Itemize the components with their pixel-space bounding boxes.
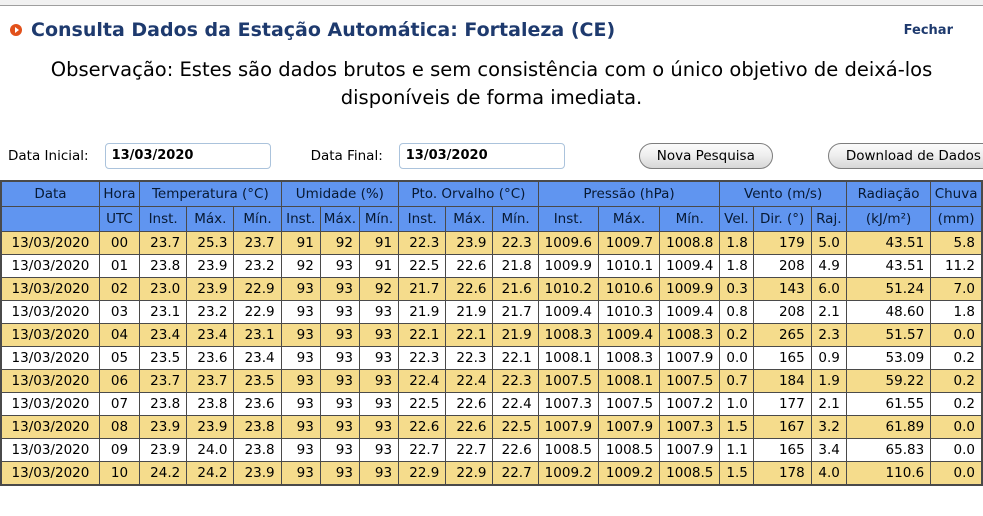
cell: 0.3 bbox=[720, 277, 753, 300]
cell: 0.0 bbox=[931, 461, 982, 485]
cell: 08 bbox=[99, 415, 139, 438]
cell: 22.3 bbox=[399, 346, 446, 369]
cell: 1009.9 bbox=[660, 277, 720, 300]
cell: 1.8 bbox=[931, 300, 982, 323]
cell: 22.9 bbox=[234, 300, 281, 323]
cell: 13/03/2020 bbox=[1, 392, 99, 415]
cell: 93 bbox=[359, 392, 398, 415]
cell: 22.6 bbox=[399, 415, 446, 438]
cell: 1007.5 bbox=[598, 392, 659, 415]
cell: 184 bbox=[753, 369, 811, 392]
cell: 22.6 bbox=[446, 392, 493, 415]
sub-header-vel: Vel. bbox=[720, 206, 753, 231]
cell: 23.8 bbox=[140, 254, 187, 277]
cell: 06 bbox=[99, 369, 139, 392]
cell: 4.9 bbox=[811, 254, 846, 277]
cell: 59.22 bbox=[846, 369, 930, 392]
cell: 23.5 bbox=[140, 346, 187, 369]
table-row bbox=[1, 415, 982, 438]
sub-header-orv-inst: Inst. bbox=[399, 206, 446, 231]
sub-header-orv-min: Mín. bbox=[493, 206, 538, 231]
cell: 23.7 bbox=[187, 369, 234, 392]
table-row bbox=[1, 300, 982, 323]
cell: 22.3 bbox=[446, 346, 493, 369]
cell: 23.9 bbox=[140, 438, 187, 461]
cell: 23.8 bbox=[187, 392, 234, 415]
column-header-radiacao: Radiação bbox=[846, 181, 930, 207]
cell: 22.4 bbox=[399, 369, 446, 392]
cell: 23.6 bbox=[234, 392, 281, 415]
sub-header-temp-min: Mín. bbox=[234, 206, 281, 231]
cell: 22.7 bbox=[446, 438, 493, 461]
cell: 51.57 bbox=[846, 323, 930, 346]
cell: 53.09 bbox=[846, 346, 930, 369]
cell: 0.9 bbox=[811, 346, 846, 369]
cell: 0.2 bbox=[931, 392, 982, 415]
cell: 1010.1 bbox=[598, 254, 659, 277]
cell: 1009.4 bbox=[598, 323, 659, 346]
query-form bbox=[8, 143, 983, 169]
start-date-input[interactable] bbox=[105, 143, 271, 169]
cell: 02 bbox=[99, 277, 139, 300]
cell: 22.7 bbox=[399, 438, 446, 461]
cell: 13/03/2020 bbox=[1, 369, 99, 392]
cell: 22.6 bbox=[493, 438, 538, 461]
cell: 48.60 bbox=[846, 300, 930, 323]
cell: 22.6 bbox=[446, 254, 493, 277]
end-date-label: Data Final: bbox=[310, 147, 383, 164]
cell: 0.0 bbox=[931, 415, 982, 438]
cell: 1009.9 bbox=[538, 254, 598, 277]
cell: 05 bbox=[99, 346, 139, 369]
cell: 1009.2 bbox=[538, 461, 598, 485]
cell: 1007.9 bbox=[660, 438, 720, 461]
cell: 93 bbox=[320, 438, 359, 461]
cell: 04 bbox=[99, 323, 139, 346]
page-title: Consulta Dados da Estação Automática: Fortaleza (CE) bbox=[31, 19, 616, 41]
cell: 22.1 bbox=[493, 346, 538, 369]
cell: 179 bbox=[753, 231, 811, 254]
cell: 93 bbox=[320, 346, 359, 369]
cell: 22.3 bbox=[399, 231, 446, 254]
cell: 1008.3 bbox=[660, 323, 720, 346]
cell: 1008.5 bbox=[598, 438, 659, 461]
cell: 143 bbox=[753, 277, 811, 300]
cell: 22.3 bbox=[493, 231, 538, 254]
cell: 23.4 bbox=[140, 323, 187, 346]
cell: 0.7 bbox=[720, 369, 753, 392]
column-header-hora: Hora bbox=[99, 181, 139, 207]
cell: 13/03/2020 bbox=[1, 323, 99, 346]
column-header-orvalho: Pto. Orvalho (°C) bbox=[399, 181, 539, 207]
cell: 1010.3 bbox=[598, 300, 659, 323]
cell: 93 bbox=[320, 461, 359, 485]
cell: 93 bbox=[281, 392, 320, 415]
cell: 23.9 bbox=[140, 415, 187, 438]
cell: 23.9 bbox=[234, 461, 281, 485]
cell: 1009.2 bbox=[598, 461, 659, 485]
cell: 91 bbox=[281, 231, 320, 254]
cell: 23.5 bbox=[234, 369, 281, 392]
cell: 93 bbox=[320, 300, 359, 323]
cell: 23.7 bbox=[234, 231, 281, 254]
download-button[interactable]: Download de Dados bbox=[828, 143, 983, 169]
sub-header-dir: Dir. (°) bbox=[753, 206, 811, 231]
cell: 5.8 bbox=[931, 231, 982, 254]
cell: 93 bbox=[281, 415, 320, 438]
cell: 22.4 bbox=[446, 369, 493, 392]
cell: 23.4 bbox=[187, 323, 234, 346]
cell: 1.9 bbox=[811, 369, 846, 392]
start-date-label: Data Inicial: bbox=[8, 147, 89, 164]
cell: 51.24 bbox=[846, 277, 930, 300]
cell: 1009.6 bbox=[538, 231, 598, 254]
cell: 61.55 bbox=[846, 392, 930, 415]
cell: 61.89 bbox=[846, 415, 930, 438]
cell: 23.1 bbox=[140, 300, 187, 323]
cell: 0.2 bbox=[931, 369, 982, 392]
cell: 1009.7 bbox=[598, 231, 659, 254]
cell: 1007.3 bbox=[538, 392, 598, 415]
cell: 1009.4 bbox=[660, 254, 720, 277]
cell: 22.7 bbox=[493, 461, 538, 485]
cell: 23.9 bbox=[187, 415, 234, 438]
cell: 13/03/2020 bbox=[1, 438, 99, 461]
cell: 1009.4 bbox=[538, 300, 598, 323]
cell: 93 bbox=[320, 369, 359, 392]
cell: 22.4 bbox=[493, 392, 538, 415]
cell: 93 bbox=[281, 369, 320, 392]
sub-header-press-max: Máx. bbox=[598, 206, 659, 231]
cell: 6.0 bbox=[811, 277, 846, 300]
cell: 92 bbox=[359, 277, 398, 300]
column-header-pressao: Pressão (hPa) bbox=[538, 181, 720, 207]
table-row bbox=[1, 231, 982, 254]
cell: 23.2 bbox=[234, 254, 281, 277]
cell: 93 bbox=[281, 346, 320, 369]
cell: 93 bbox=[359, 323, 398, 346]
cell: 93 bbox=[281, 438, 320, 461]
cell: 93 bbox=[281, 323, 320, 346]
column-header-vento: Vento (m/s) bbox=[720, 181, 846, 207]
cell: 93 bbox=[320, 392, 359, 415]
cell: 93 bbox=[320, 254, 359, 277]
cell: 178 bbox=[753, 461, 811, 485]
cell: 1008.8 bbox=[660, 231, 720, 254]
cell: 0.2 bbox=[720, 323, 753, 346]
sub-header-press-inst: Inst. bbox=[538, 206, 598, 231]
cell: 23.8 bbox=[234, 438, 281, 461]
cell: 2.3 bbox=[811, 323, 846, 346]
cell: 1.8 bbox=[720, 231, 753, 254]
cell: 1007.9 bbox=[660, 346, 720, 369]
cell: 1009.4 bbox=[660, 300, 720, 323]
cell: 93 bbox=[359, 461, 398, 485]
cell: 1007.9 bbox=[598, 415, 659, 438]
cell: 13/03/2020 bbox=[1, 277, 99, 300]
cell: 22.3 bbox=[493, 369, 538, 392]
cell: 93 bbox=[359, 415, 398, 438]
cell: 1010.6 bbox=[598, 277, 659, 300]
cell: 22.1 bbox=[399, 323, 446, 346]
new-search-button[interactable]: Nova Pesquisa bbox=[639, 143, 773, 169]
cell: 93 bbox=[281, 300, 320, 323]
cell: 1007.3 bbox=[660, 415, 720, 438]
cell: 167 bbox=[753, 415, 811, 438]
cell: 2.1 bbox=[811, 300, 846, 323]
cell: 0.0 bbox=[720, 346, 753, 369]
cell: 93 bbox=[320, 323, 359, 346]
cell: 07 bbox=[99, 392, 139, 415]
cell: 23.9 bbox=[446, 231, 493, 254]
cell: 165 bbox=[753, 438, 811, 461]
cell: 25.3 bbox=[187, 231, 234, 254]
cell: 1.5 bbox=[720, 461, 753, 485]
cell: 1.8 bbox=[720, 254, 753, 277]
cell: 01 bbox=[99, 254, 139, 277]
bullet-icon bbox=[10, 24, 22, 36]
sub-header-umid-max: Máx. bbox=[320, 206, 359, 231]
cell: 23.9 bbox=[187, 277, 234, 300]
cell: 1007.5 bbox=[538, 369, 598, 392]
table-header bbox=[1, 181, 982, 232]
cell: 13/03/2020 bbox=[1, 231, 99, 254]
cell: 208 bbox=[753, 254, 811, 277]
table-row bbox=[1, 438, 982, 461]
cell: 24.2 bbox=[140, 461, 187, 485]
cell: 43.51 bbox=[846, 254, 930, 277]
cell: 23.1 bbox=[234, 323, 281, 346]
column-header-chuva: Chuva bbox=[931, 181, 982, 207]
cell: 1.5 bbox=[720, 415, 753, 438]
cell: 13/03/2020 bbox=[1, 254, 99, 277]
close-link[interactable]: Fechar bbox=[903, 22, 953, 38]
cell: 21.9 bbox=[493, 323, 538, 346]
cell: 93 bbox=[320, 277, 359, 300]
cell: 5.0 bbox=[811, 231, 846, 254]
cell: 09 bbox=[99, 438, 139, 461]
cell: 22.5 bbox=[399, 392, 446, 415]
sub-header-raj: Raj. bbox=[811, 206, 846, 231]
cell: 22.5 bbox=[493, 415, 538, 438]
cell: 1.0 bbox=[720, 392, 753, 415]
sub-header-empty bbox=[1, 206, 99, 231]
cell: 22.6 bbox=[446, 277, 493, 300]
cell: 1008.1 bbox=[538, 346, 598, 369]
cell: 1007.9 bbox=[538, 415, 598, 438]
cell: 93 bbox=[359, 300, 398, 323]
cell: 13/03/2020 bbox=[1, 415, 99, 438]
cell: 165 bbox=[753, 346, 811, 369]
column-header-temperatura: Temperatura (°C) bbox=[140, 181, 282, 207]
cell: 2.1 bbox=[811, 392, 846, 415]
cell: 265 bbox=[753, 323, 811, 346]
cell: 13/03/2020 bbox=[1, 300, 99, 323]
table-row bbox=[1, 346, 982, 369]
cell: 4.0 bbox=[811, 461, 846, 485]
cell: 3.2 bbox=[811, 415, 846, 438]
sub-header-row bbox=[1, 206, 982, 231]
cell: 23.4 bbox=[234, 346, 281, 369]
cell: 1007.5 bbox=[660, 369, 720, 392]
cell: 22.5 bbox=[399, 254, 446, 277]
cell: 23.7 bbox=[140, 231, 187, 254]
cell: 93 bbox=[359, 438, 398, 461]
cell: 1008.3 bbox=[538, 323, 598, 346]
cell: 177 bbox=[753, 392, 811, 415]
cell: 1008.5 bbox=[538, 438, 598, 461]
cell: 91 bbox=[359, 254, 398, 277]
cell: 23.9 bbox=[187, 254, 234, 277]
cell: 23.7 bbox=[140, 369, 187, 392]
cell: 93 bbox=[281, 461, 320, 485]
cell: 92 bbox=[320, 231, 359, 254]
cell: 21.9 bbox=[446, 300, 493, 323]
table-row bbox=[1, 277, 982, 300]
observation-text: Observação: Estes são dados brutos e sem consistência com o único objetivo de deixá-los disponíveis de forma imediata. bbox=[50, 58, 933, 110]
end-date-input[interactable] bbox=[399, 143, 565, 169]
cell: 22.6 bbox=[446, 415, 493, 438]
cell: 03 bbox=[99, 300, 139, 323]
cell: 23.6 bbox=[187, 346, 234, 369]
cell: 0.0 bbox=[931, 323, 982, 346]
cell: 91 bbox=[359, 231, 398, 254]
cell: 22.9 bbox=[234, 277, 281, 300]
sub-header-temp-max: Máx. bbox=[187, 206, 234, 231]
page-header bbox=[0, 6, 983, 41]
cell: 93 bbox=[281, 277, 320, 300]
cell: 1010.2 bbox=[538, 277, 598, 300]
sub-header-utc: UTC bbox=[99, 206, 139, 231]
cell: 0.2 bbox=[931, 346, 982, 369]
cell: 23.0 bbox=[140, 277, 187, 300]
cell: 65.83 bbox=[846, 438, 930, 461]
cell: 21.9 bbox=[399, 300, 446, 323]
sub-header-orv-max: Máx. bbox=[446, 206, 493, 231]
cell: 21.6 bbox=[493, 277, 538, 300]
cell: 13/03/2020 bbox=[1, 461, 99, 485]
cell: 23.8 bbox=[140, 392, 187, 415]
table-row bbox=[1, 323, 982, 346]
cell: 1008.1 bbox=[598, 369, 659, 392]
cell: 1008.3 bbox=[598, 346, 659, 369]
cell: 110.6 bbox=[846, 461, 930, 485]
table-row bbox=[1, 369, 982, 392]
station-data-table bbox=[0, 180, 983, 486]
cell: 21.7 bbox=[493, 300, 538, 323]
sub-header-umid-inst: Inst. bbox=[281, 206, 320, 231]
cell: 3.4 bbox=[811, 438, 846, 461]
sub-header-press-min: Mín. bbox=[660, 206, 720, 231]
cell: 208 bbox=[753, 300, 811, 323]
sub-header-temp-inst: Inst. bbox=[140, 206, 187, 231]
cell: 22.9 bbox=[446, 461, 493, 485]
group-header-row bbox=[1, 181, 982, 207]
table-row bbox=[1, 461, 982, 485]
cell: 1.1 bbox=[720, 438, 753, 461]
cell: 43.51 bbox=[846, 231, 930, 254]
cell: 93 bbox=[320, 415, 359, 438]
cell: 24.2 bbox=[187, 461, 234, 485]
cell: 11.2 bbox=[931, 254, 982, 277]
table-row bbox=[1, 392, 982, 415]
cell: 93 bbox=[359, 369, 398, 392]
cell: 23.2 bbox=[187, 300, 234, 323]
cell: 22.9 bbox=[399, 461, 446, 485]
cell: 0.8 bbox=[720, 300, 753, 323]
cell: 93 bbox=[359, 346, 398, 369]
cell: 7.0 bbox=[931, 277, 982, 300]
column-header-data: Data bbox=[1, 181, 99, 207]
sub-header-mm: (mm) bbox=[931, 206, 982, 231]
table-row bbox=[1, 254, 982, 277]
cell: 0.0 bbox=[931, 438, 982, 461]
cell: 92 bbox=[281, 254, 320, 277]
sub-header-kjm2: (kJ/m²) bbox=[846, 206, 930, 231]
cell: 13/03/2020 bbox=[1, 346, 99, 369]
cell: 23.8 bbox=[234, 415, 281, 438]
cell: 1008.5 bbox=[660, 461, 720, 485]
cell: 24.0 bbox=[187, 438, 234, 461]
cell: 10 bbox=[99, 461, 139, 485]
table-body bbox=[1, 231, 982, 485]
cell: 21.7 bbox=[399, 277, 446, 300]
sub-header-umid-min: Mín. bbox=[359, 206, 398, 231]
cell: 22.1 bbox=[446, 323, 493, 346]
cell: 21.8 bbox=[493, 254, 538, 277]
cell: 00 bbox=[99, 231, 139, 254]
cell: 1007.2 bbox=[660, 392, 720, 415]
column-header-umidade: Umidade (%) bbox=[281, 181, 398, 207]
